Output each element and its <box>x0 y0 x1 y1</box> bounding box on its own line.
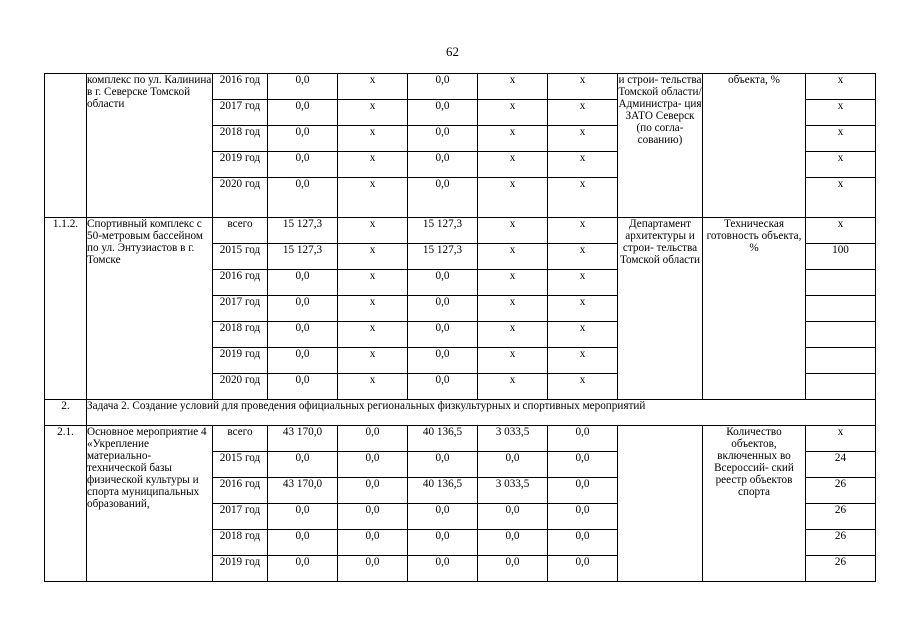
funding-cell: 0,0 <box>338 556 408 582</box>
period-cell: 2017 год <box>213 504 268 530</box>
target-value-cell <box>806 374 876 400</box>
funding-cell: 43 170,0 <box>268 426 338 452</box>
row-number: 1.1.2. <box>45 218 87 400</box>
funding-cell: 0,0 <box>548 478 618 504</box>
funding-cell: x <box>478 296 548 322</box>
target-value-cell: 24 <box>806 452 876 478</box>
funding-cell: 0,0 <box>338 452 408 478</box>
page-number: 62 <box>446 44 459 59</box>
funding-cell: 0,0 <box>268 296 338 322</box>
funding-cell: 0,0 <box>338 426 408 452</box>
funding-cell: x <box>338 100 408 126</box>
row-number <box>45 74 87 218</box>
funding-cell: 0,0 <box>268 152 338 178</box>
funding-cell: x <box>548 100 618 126</box>
executor-cell <box>618 426 703 582</box>
funding-cell: 0,0 <box>408 74 478 100</box>
target-value-cell <box>806 348 876 374</box>
target-value-cell: x <box>806 426 876 452</box>
funding-cell: 0,0 <box>478 556 548 582</box>
funding-cell: x <box>338 374 408 400</box>
period-cell: 2016 год <box>213 270 268 296</box>
period-cell: 2020 год <box>213 178 268 218</box>
period-cell: 2015 год <box>213 452 268 478</box>
funding-cell: x <box>338 218 408 244</box>
funding-cell: 15 127,3 <box>408 218 478 244</box>
funding-cell: 0,0 <box>408 452 478 478</box>
funding-cell: 0,0 <box>268 178 338 218</box>
funding-cell: 15 127,3 <box>268 244 338 270</box>
period-cell: 2018 год <box>213 322 268 348</box>
target-value-cell: x <box>806 74 876 100</box>
period-cell: 2019 год <box>213 152 268 178</box>
funding-cell: 0,0 <box>408 100 478 126</box>
funding-cell: 0,0 <box>408 530 478 556</box>
period-cell: 2018 год <box>213 530 268 556</box>
funding-cell: 0,0 <box>548 426 618 452</box>
funding-cell: x <box>548 374 618 400</box>
funding-cell: x <box>548 270 618 296</box>
funding-cell: 3 033,5 <box>478 478 548 504</box>
indicator-cell: Техническая готовность объекта, % <box>703 218 806 400</box>
indicator-cell: Количество объектов, включенных во Всероссий- ский реестр объектов спорта <box>703 426 806 582</box>
funding-cell: x <box>338 270 408 296</box>
funding-cell: x <box>548 74 618 100</box>
funding-cell: x <box>548 178 618 218</box>
funding-cell: 0,0 <box>268 100 338 126</box>
target-value-cell <box>806 296 876 322</box>
target-value-cell: x <box>806 218 876 244</box>
funding-cell: x <box>548 218 618 244</box>
funding-cell: 0,0 <box>268 322 338 348</box>
funding-cell: x <box>478 74 548 100</box>
target-value-cell: 26 <box>806 478 876 504</box>
target-value-cell: x <box>806 178 876 218</box>
funding-cell: 0,0 <box>548 556 618 582</box>
funding-cell: 3 033,5 <box>478 426 548 452</box>
row-number: 2.1. <box>45 426 87 582</box>
funding-cell: x <box>338 126 408 152</box>
funding-cell: 0,0 <box>268 74 338 100</box>
funding-cell: x <box>478 126 548 152</box>
funding-cell: x <box>548 348 618 374</box>
executor-cell: Департамент архитектуры и строи- тельства Томской области <box>618 218 703 400</box>
funding-cell: 0,0 <box>548 530 618 556</box>
period-cell: всего <box>213 426 268 452</box>
table-row <box>45 218 876 244</box>
funding-cell: x <box>338 74 408 100</box>
funding-cell: 0,0 <box>408 556 478 582</box>
funding-cell: x <box>548 296 618 322</box>
funding-cell: 0,0 <box>268 348 338 374</box>
funding-cell: 0,0 <box>268 270 338 296</box>
funding-cell: 40 136,5 <box>408 426 478 452</box>
program-table <box>44 73 876 582</box>
funding-cell: 0,0 <box>408 152 478 178</box>
measure-name: Основное мероприятие 4 «Укрепление материально- технической базы физической культуры и спорта муниципальных образований, <box>87 426 213 582</box>
funding-cell: x <box>478 270 548 296</box>
funding-cell: x <box>478 374 548 400</box>
funding-cell: 0,0 <box>408 178 478 218</box>
period-cell: 2017 год <box>213 100 268 126</box>
target-value-cell: x <box>806 152 876 178</box>
executor-cell: и строи- тельства Томской области/ Администра- ция ЗАТО Северск (по согла- сованию) <box>618 74 703 218</box>
task-title: Задача 2. Создание условий для проведения официальных региональных физкультурных и спортивных мероприятий <box>87 400 876 426</box>
period-cell: 2019 год <box>213 348 268 374</box>
funding-cell: 0,0 <box>268 452 338 478</box>
table-row <box>45 74 876 100</box>
period-cell: 2019 год <box>213 556 268 582</box>
table-row <box>45 426 876 452</box>
target-value-cell: x <box>806 100 876 126</box>
funding-cell: 0,0 <box>268 530 338 556</box>
funding-cell: 0,0 <box>478 452 548 478</box>
funding-cell: x <box>478 178 548 218</box>
funding-cell: 0,0 <box>478 504 548 530</box>
funding-cell: 0,0 <box>408 348 478 374</box>
funding-cell: x <box>338 244 408 270</box>
funding-cell: 0,0 <box>338 530 408 556</box>
period-cell: 2016 год <box>213 478 268 504</box>
funding-cell: 0,0 <box>268 126 338 152</box>
funding-cell: x <box>478 244 548 270</box>
target-value-cell: 26 <box>806 530 876 556</box>
funding-cell: x <box>478 348 548 374</box>
target-value-cell: 26 <box>806 504 876 530</box>
funding-cell: x <box>338 152 408 178</box>
funding-cell: x <box>548 152 618 178</box>
funding-cell: x <box>548 322 618 348</box>
funding-cell: x <box>338 178 408 218</box>
task-row <box>45 400 876 426</box>
funding-cell: 43 170,0 <box>268 478 338 504</box>
funding-cell: 0,0 <box>268 504 338 530</box>
target-value-cell: 100 <box>806 244 876 270</box>
funding-cell: 0,0 <box>408 126 478 152</box>
funding-cell: 40 136,5 <box>408 478 478 504</box>
funding-cell: 0,0 <box>338 504 408 530</box>
task-number: 2. <box>45 400 87 426</box>
funding-cell: 0,0 <box>408 504 478 530</box>
funding-cell: x <box>478 100 548 126</box>
period-cell: 2020 год <box>213 374 268 400</box>
funding-cell: x <box>338 296 408 322</box>
period-cell: 2015 год <box>213 244 268 270</box>
funding-cell: x <box>548 126 618 152</box>
funding-cell: x <box>548 244 618 270</box>
funding-cell: x <box>478 152 548 178</box>
indicator-cell: объекта, % <box>703 74 806 218</box>
funding-cell: 0,0 <box>338 478 408 504</box>
funding-cell: x <box>338 322 408 348</box>
funding-cell: 0,0 <box>268 556 338 582</box>
funding-cell: 0,0 <box>548 452 618 478</box>
funding-cell: x <box>478 218 548 244</box>
period-cell: 2018 год <box>213 126 268 152</box>
funding-cell: 0,0 <box>408 296 478 322</box>
target-value-cell: x <box>806 126 876 152</box>
funding-cell: 0,0 <box>548 504 618 530</box>
period-cell: 2016 год <box>213 74 268 100</box>
measure-name: Спортивный комплекс с 50-метровым бассейном по ул. Энтузиастов в г. Томске <box>87 218 213 400</box>
period-cell: всего <box>213 218 268 244</box>
target-value-cell <box>806 270 876 296</box>
funding-cell: x <box>338 348 408 374</box>
funding-cell: 0,0 <box>478 530 548 556</box>
target-value-cell: 26 <box>806 556 876 582</box>
funding-cell: x <box>478 322 548 348</box>
target-value-cell <box>806 322 876 348</box>
funding-cell: 0,0 <box>408 374 478 400</box>
funding-cell: 15 127,3 <box>268 218 338 244</box>
funding-cell: 0,0 <box>408 270 478 296</box>
funding-cell: 0,0 <box>408 322 478 348</box>
funding-cell: 0,0 <box>268 374 338 400</box>
period-cell: 2017 год <box>213 296 268 322</box>
funding-cell: 15 127,3 <box>408 244 478 270</box>
measure-name: комплекс по ул. Калинина в г. Северске Томской области <box>87 74 213 218</box>
